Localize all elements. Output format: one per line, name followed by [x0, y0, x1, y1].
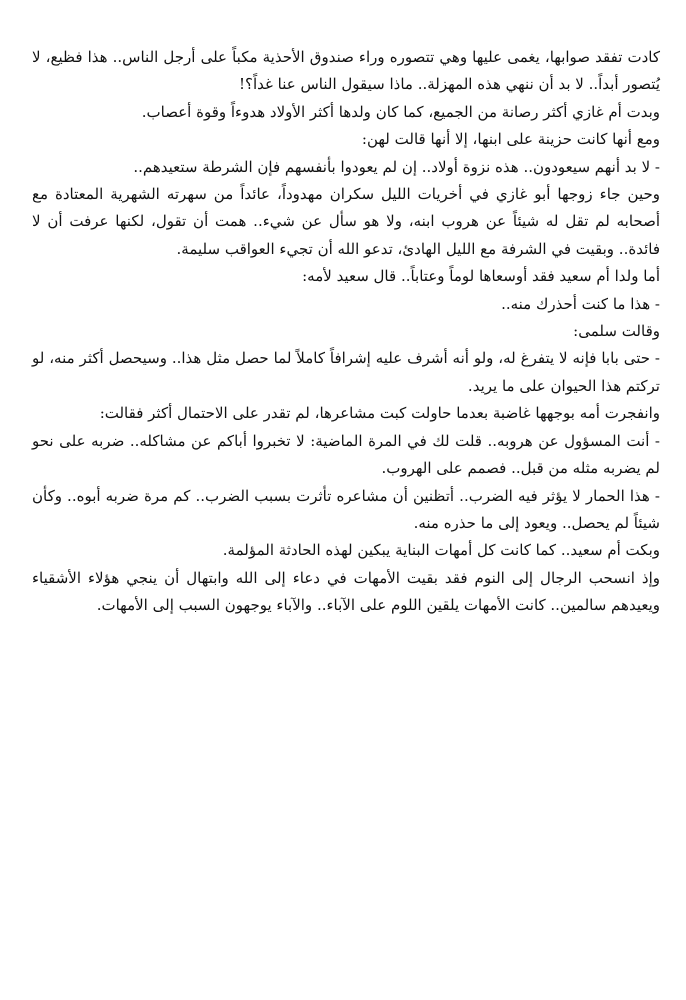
- paragraph: - لا بد أنهم سيعودون.. هذه نزوة أولاد.. إن لم يعودوا بأنفسهم فإن الشرطة ستعيدهم..: [133, 157, 660, 176]
- paragraph: وحين جاء زوجها أبو غازي في أخريات الليل سكران مهدوداً، عائداً من سهرته الشهرية المعتادة مع أصحابه لم تقل له شيئاً عن هروب ابنه، ولا هو سأل عن شيء.. همت أن تقول، لكنها عرفت أن لا فائدة.. وبقيت في الشرفة مع الليل الهادئ، تدعو الله أن تجيء العواقب سليمة.: [32, 185, 660, 258]
- paragraph: وإذ انسحب الرجال إلى النوم فقد بقيت الأمهات في دعاء إلى الله وابتهال أن ينجي هؤلاء الأشقياء ويعيدهم سالمين.. كانت الأمهات يلقين اللوم على الآباء.. والآباء يوجهون السبب إلى الأمهات.: [32, 568, 660, 615]
- paragraph: - حتى بابا فإنه لا يتفرغ له، ولو أنه أشرف عليه إشرافاً كاملاً لما حصل مثل هذا.. وسيحصل أكثر منه، لو تركتم هذا الحيوان على ما يريد.: [32, 349, 660, 395]
- paragraph: - هذا ما كنت أحذرك منه..: [501, 294, 660, 313]
- paragraph: وبكت أم سعيد.. كما كانت كل أمهات البناية يبكين لهذه الحادثة المؤلمة.: [222, 541, 660, 560]
- paragraph: وقالت سلمى:: [573, 322, 660, 341]
- paragraph: - أنت المسؤول عن هروبه.. قلت لك في المرة الماضية: لا تخبروا أباكم عن مشاكله.. ضربه على نحو لم يضربه مثله من قبل.. فصمم على الهروب.: [32, 431, 660, 478]
- paragraph: - هذا الحمار لا يؤثر فيه الضرب.. أتظنين أن مشاعره تأثرت بسبب الضرب.. كم مرة ضربه أبوه.. وكأن شيئاً لم يحصل.. ويعود إلى ما حذره منه.: [32, 486, 660, 532]
- body-text: [32, 44, 660, 620]
- paragraph: وبدت أم غازي أكثر رصانة من الجميع، كما كان ولدها أكثر الأولاد هدوءاً وقوة أعصاب.: [141, 102, 660, 121]
- paragraph: كادت تفقد صوابها، يغمى عليها وهي تتصوره وراء صندوق الأحذية مكباً على أرجل الناس.. هذا فظيع، لا يُتصور أبداً.. لا بد أن ننهي هذه المهزلة.. ماذا سيقول الناس عنا غداً؟!: [32, 48, 660, 94]
- paragraph: ومع أنها كانت حزينة على ابنها، إلا أنها قالت لهن:: [361, 130, 660, 149]
- paragraph: أما ولدا أم سعيد فقد أوسعاها لوماً وعتاباً.. قال سعيد لأمه:: [302, 267, 660, 286]
- paragraph: وانفجرت أمه بوجهها غاضبة بعدما حاولت كبت مشاعرها، لم تقدر على الاحتمال أكثر فقالت:: [99, 404, 660, 423]
